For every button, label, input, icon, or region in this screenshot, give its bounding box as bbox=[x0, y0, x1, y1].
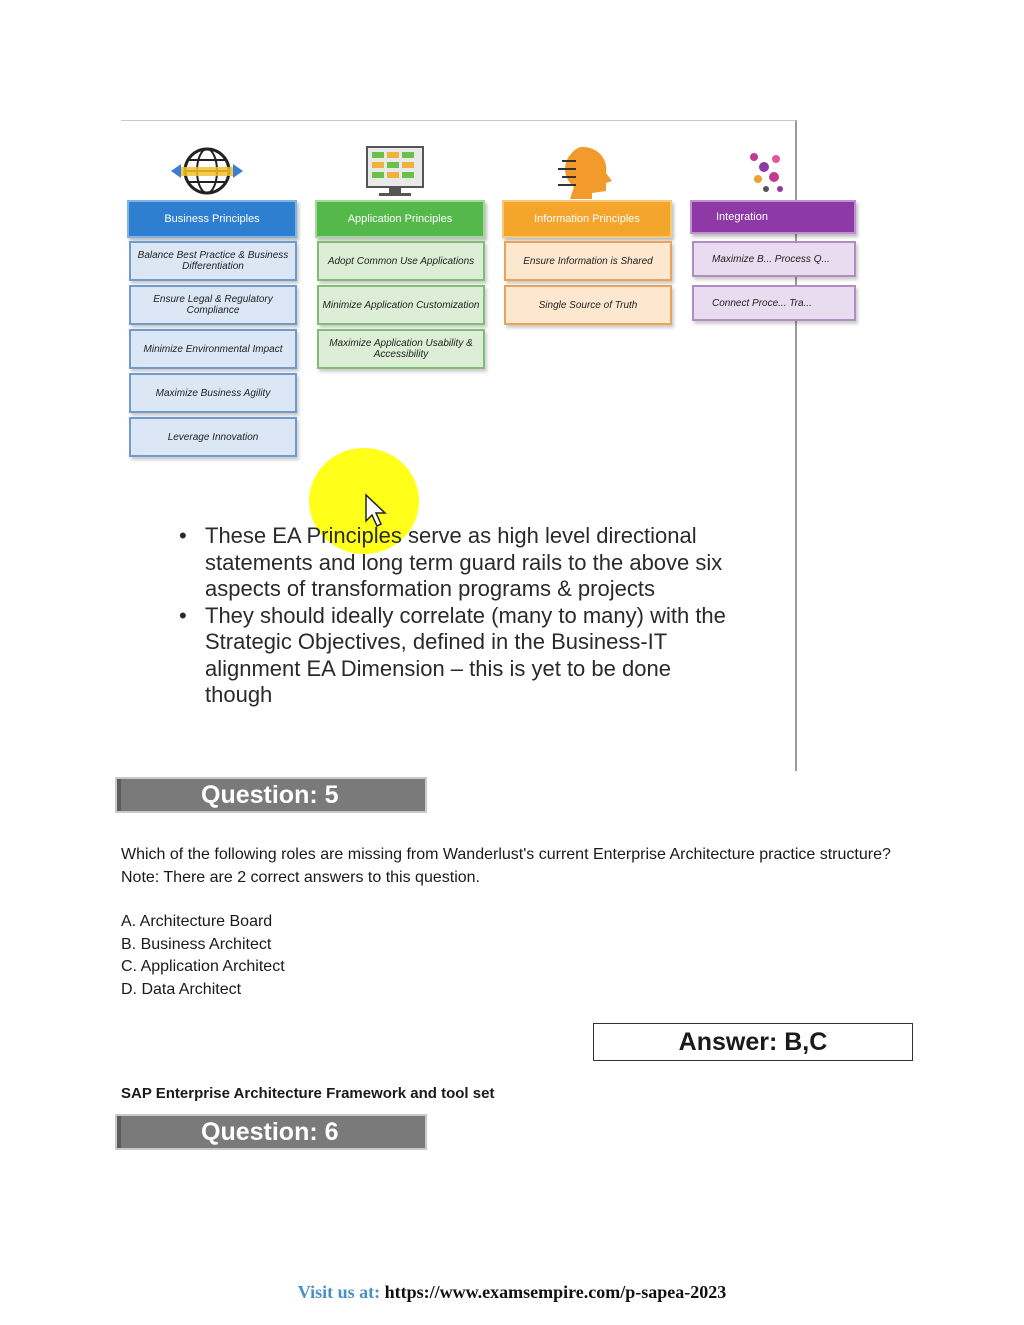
column-header: Business Principles bbox=[127, 200, 297, 238]
monitor-icon bbox=[309, 143, 481, 199]
principle-item: Connect Proce... Tra... bbox=[692, 285, 856, 321]
question-label: Question: 5 bbox=[201, 781, 339, 809]
answer-options bbox=[121, 911, 285, 1001]
option-b: B. Business Architect bbox=[121, 935, 272, 953]
option-c: C. Application Architect bbox=[121, 958, 285, 975]
principle-item: Maximize B... Process Q... bbox=[692, 241, 856, 277]
slide-bullet: • These EA Principles serve as high level directional statements and long term guard rails to the above six aspects of transformation programs & projects bbox=[177, 523, 737, 603]
principle-item: Ensure Information is Shared bbox=[504, 241, 672, 281]
footer bbox=[0, 1282, 1024, 1303]
question-text: Which of the following roles are missing from Wanderlust's current Enterprise Architecture practice structure? Note: There are 2 correct answers to this question. bbox=[121, 846, 891, 886]
footer-label: Visit us at: bbox=[297, 1282, 381, 1302]
principle-item: Minimize Environmental Impact bbox=[129, 329, 297, 369]
footer-link[interactable]: https://www.examsempire.com/p-sapea-2023 bbox=[384, 1282, 727, 1302]
slide-bullet-list bbox=[177, 523, 737, 709]
principle-item: Balance Best Practice & Business Differentiation bbox=[129, 241, 297, 281]
globe-icon bbox=[121, 143, 293, 199]
question-6-header bbox=[115, 1114, 427, 1150]
principle-item: Single Source of Truth bbox=[504, 285, 672, 325]
principle-item: Maximize Application Usability & Accessibility bbox=[317, 329, 485, 369]
principle-item: Ensure Legal & Regulatory Compliance bbox=[129, 285, 297, 325]
column-header: Information Principles bbox=[502, 200, 672, 238]
slide-screenshot bbox=[121, 120, 830, 771]
option-a: A. Architecture Board bbox=[121, 913, 273, 930]
network-dots-icon bbox=[684, 143, 856, 199]
answer-box: Answer: B,C bbox=[593, 1023, 913, 1061]
section-title: SAP Enterprise Architecture Framework and tool set bbox=[121, 1085, 495, 1102]
option-d: D. Data Architect bbox=[121, 980, 242, 998]
question-5-header bbox=[115, 777, 427, 813]
principle-item: Maximize Business Agility bbox=[129, 373, 297, 413]
column-header: Integration bbox=[690, 200, 856, 234]
principle-item: Adopt Common Use Applications bbox=[317, 241, 485, 281]
slide-bullet: • They should ideally correlate (many to many) with the Strategic Objectives, defined in the Business-IT alignment EA Dimension – this is yet to be done though bbox=[177, 603, 737, 709]
question-label: Question: 6 bbox=[201, 1118, 339, 1146]
head-profile-icon bbox=[496, 143, 668, 199]
principle-item: Leverage Innovation bbox=[129, 417, 297, 457]
principle-item: Minimize Application Customization bbox=[317, 285, 485, 325]
column-header: Application Principles bbox=[315, 200, 485, 238]
